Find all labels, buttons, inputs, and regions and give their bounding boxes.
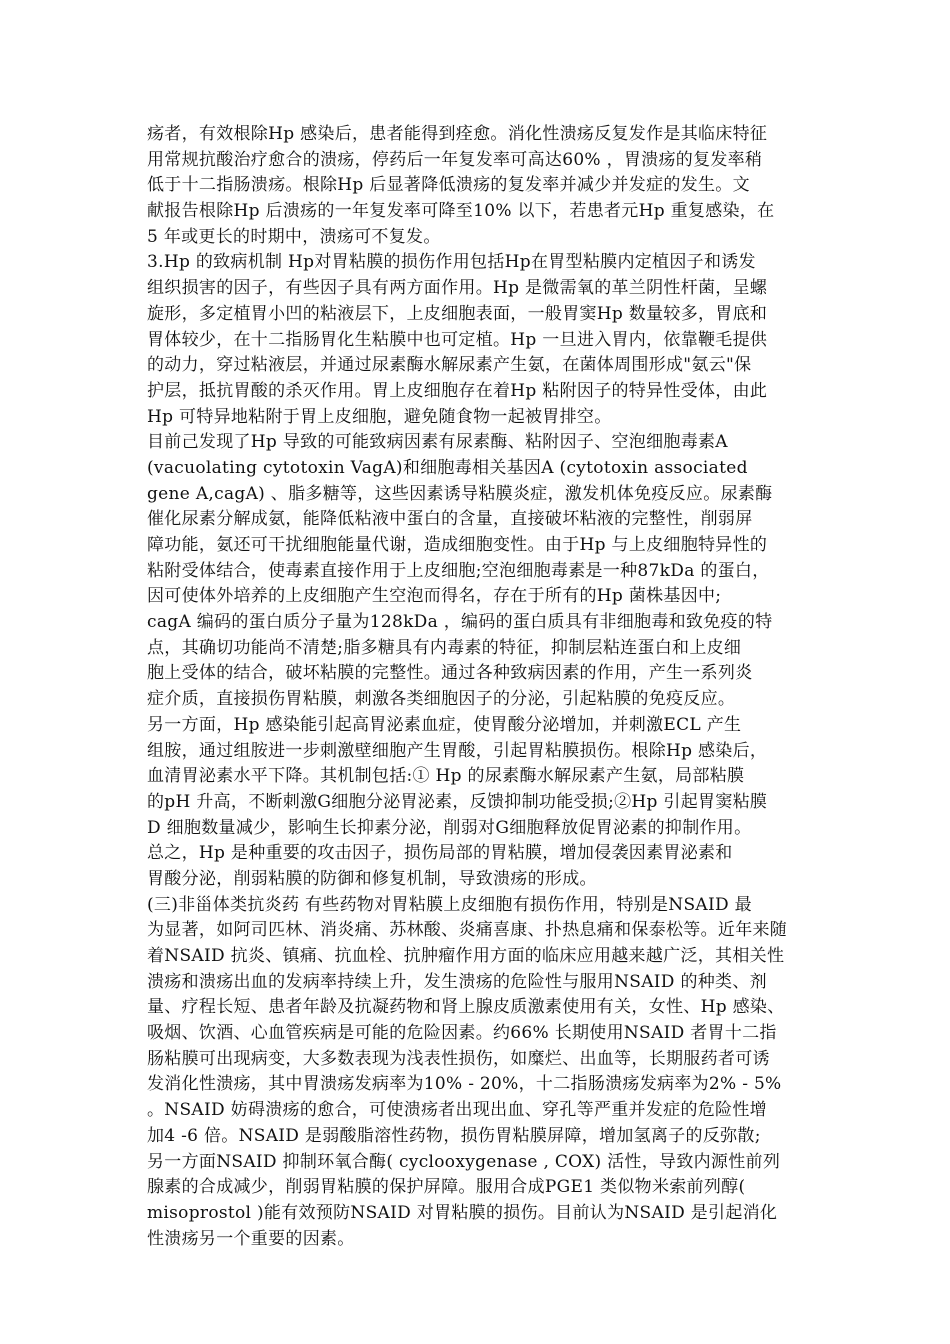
text-line: (三)非甾体类抗炎药 有些药物对胃粘膜上皮细胞有损伤作用，特别是NSAID 最 [147, 894, 752, 915]
text-line: 胃酸分泌，削弱粘膜的防御和修复机制，导致溃疡的形成。 [147, 868, 597, 889]
text-line: 低于十二指肠溃疡。根除Hp 后显著降低溃疡的复发率并减少并发症的发生。文 [147, 175, 750, 196]
text-line: 因可使体外培养的上皮细胞产生空泡而得名，存在于所有的Hp 菌株基因中; [147, 586, 722, 607]
text-line: cagA 编码的蛋白质分子量为128kDa ，编码的蛋白质具有非细胞毒和致免疫的特 [147, 612, 773, 633]
text-line: 粘附受体结合，使毒素直接作用于上皮细胞;空泡细胞毒素是一种87kDa 的蛋白， [147, 560, 770, 581]
text-line: Hp 可特异地粘附于胃上皮细胞，避免随食物一起被胃排空。 [147, 406, 612, 427]
text-line: 腺素的合成减少，削弱胃粘膜的保护屏障。服用合成PGE1 类似物米索前列醇( [147, 1177, 746, 1198]
text-line: 血清胃泌素水平下降。其机制包括:① Hp 的尿素酶水解尿素产生氨，局部粘膜 [147, 766, 745, 787]
text-line: 障功能，氨还可干扰细胞能量代谢，造成细胞变性。由于Hp 与上皮细胞特异性的 [147, 535, 768, 555]
text-line: 用常规抗酸治疗愈合的溃疡，停药后一年复发率可高达60% ，胃溃疡的复发率稍 [147, 149, 763, 170]
text-line: 吸烟、饮酒、心血管疾病是可能的危险因素。约66% 长期使用NSAID 者胃十二指 [147, 1023, 777, 1044]
text-line: 发消化性溃疡，其中胃溃疡发病率为10% - 20%，十二指肠溃疡发病率为2% - 5% [147, 1074, 782, 1095]
text-line: 护层，抵抗胃酸的杀灭作用。胃上皮细胞存在着Hp 粘附因子的特异性受体，由此 [147, 380, 768, 401]
text-line: 疡者，有效根除Hp 感染后，患者能得到痊愈。消化性溃疡反复发作是其临床特征 [147, 124, 768, 144]
text-line: 加4 -6 倍。NSAID 是弱酸脂溶性药物，损伤胃粘膜屏障，增加氢离子的反弥散; [147, 1125, 761, 1146]
text-line: (vacuolating cytotoxin VagA)和细胞毒相关基因A (cytotoxin associated [147, 457, 748, 478]
text-line: 胞上受体的结合，破坏粘膜的完整性。通过各种致病因素的作用，产生一系列炎 [147, 663, 753, 684]
text-line: 胃体较少，在十二指肠胃化生粘膜中也可定植。Hp 一旦进入胃内，依靠鞭毛提供 [147, 329, 768, 350]
text-line: 症介质，直接损伤胃粘膜，刺激各类细胞因子的分泌，引起粘膜的免疫反应。 [147, 689, 736, 710]
text-line: 为显著，如阿司匹林、消炎痛、苏林酸、炎痛喜康、扑热息痛和保泰松等。近年来随 [147, 920, 788, 941]
text-line: misoprostol )能有效预防NSAID 对胃粘膜的损伤。目前认为NSAID 是引起消化 [147, 1202, 778, 1223]
text-line: 献报告根除Hp 后溃疡的一年复发率可降至10% 以下，若患者元Hp 重复感染，在 [147, 201, 775, 222]
text-line: 5 年或更长的时期中，溃疡可不复发。 [147, 226, 441, 247]
text-line: 催化尿素分解成氨，能降低粘液中蛋白的含量，直接破坏粘液的完整性，削弱屏 [147, 509, 753, 530]
text-line: 着NSAID 抗炎、镇痛、抗血栓、抗肿瘤作用方面的临床应用越来越广泛，其相关性 [147, 946, 785, 966]
text-line: 点，其确切功能尚不清楚;脂多糖具有内毒素的特征，抑制层粘连蛋白和上皮细 [147, 637, 742, 658]
body-text [147, 122, 827, 1252]
text-line: D 细胞数量减少，影响生长抑素分泌，削弱对G细胞释放促胃泌素的抑制作用。 [147, 817, 752, 838]
text-line: 组胺，通过组胺进一步刺激壁细胞产生胃酸，引起胃粘膜损伤。根除Hp 感染后， [147, 740, 768, 761]
text-line: 目前己发现了Hp 导致的可能致病因素有尿素酶、粘附因子、空泡细胞毒素A [147, 432, 728, 453]
text-line: 性溃疡另一个重要的因素。 [147, 1228, 355, 1249]
text-line: 组织损害的因子，有些因子具有两方面作用。Hp 是微需氧的革兰阴性杆菌，呈螺 [147, 278, 768, 299]
text-line: 旋形，多定植胃小凹的粘液层下，上皮细胞表面，一般胃窦Hp 数量较多，胃底和 [147, 303, 768, 324]
text-line: 另一方面，Hp 感染能引起高胃泌素血症，使胃酸分泌增加，并刺激ECL 产生 [147, 714, 742, 735]
text-line: 量、疗程长短、患者年龄及抗凝药物和肾上腺皮质激素使用有关，女性、Hp 感染、 [147, 997, 785, 1018]
text-line: 肠粘膜可出现病变，大多数表现为浅表性损伤，如糜烂、出血等，长期服药者可诱 [147, 1048, 770, 1069]
text-line: 另一方面NSAID 抑制环氧合酶( cyclooxygenase , COX) 活性，导致内源性前列 [147, 1151, 781, 1172]
text-line: 3.Hp 的致病机制 Hp对胃粘膜的损伤作用包括Hp在胃型粘膜内定植因子和诱发 [147, 252, 756, 273]
text-line: 。NSAID 妨碍溃疡的愈合，可使溃疡者出现出血、穿孔等严重并发症的危险性增 [147, 1100, 767, 1121]
text-line: gene A,cagA) 、脂多糖等，这些因素诱导粘膜炎症，激发机体免疫反应。尿素酶 [147, 483, 773, 504]
text-line: 溃疡和溃疡出血的发病率持续上升，发生溃疡的危险性与服用NSAID 的种类、剂 [147, 971, 767, 992]
text-line: 的pH 升高，不断刺激G细胞分泌胃泌素，反馈抑制功能受损;②Hp 引起胃窦粘膜 [147, 791, 768, 812]
text-line: 总之，Hp 是种重要的攻击因子，损伤局部的胃粘膜，增加侵袭因素胃泌素和 [147, 843, 733, 864]
text-line: 的动力，穿过粘液层，并通过尿素酶水解尿素产生氨，在菌体周围形成"氨云"保 [147, 355, 752, 376]
